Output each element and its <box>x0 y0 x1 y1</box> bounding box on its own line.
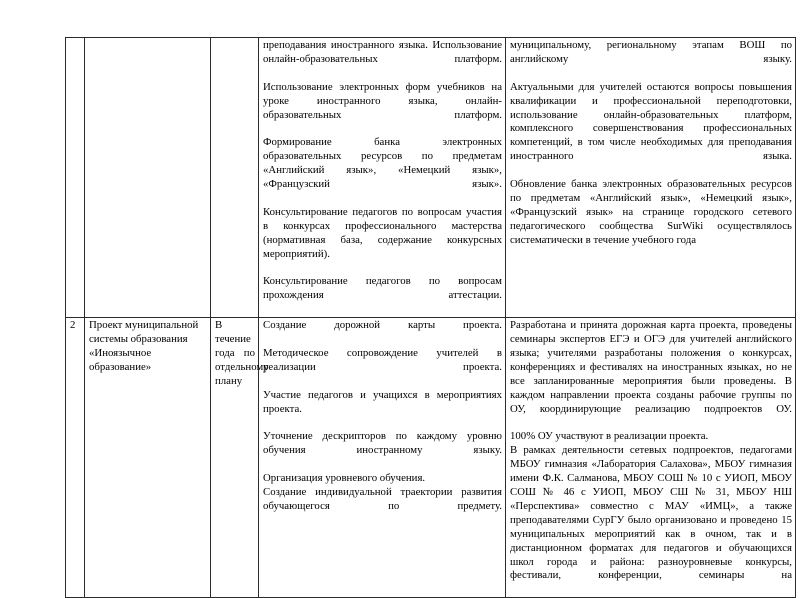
plan-paragraph: Создание индивидуальной траектории развития обучающегося по предмету. <box>263 486 502 512</box>
row-name: Проект муниципальной системы образования «Иноязычное образование» <box>89 319 199 373</box>
plan-paragraph: Консультирование педагогов по вопросам участия в конкурсах профессионального мастерства (нормативная база, содержание конкурсных мероприятий). <box>263 205 502 260</box>
result-paragraph: муниципальному, региональному этапам ВОШ по английскому языку. <box>510 39 792 65</box>
row-plan-cell <box>259 38 506 318</box>
result-paragraph: Обновление банка электронных образовательных ресурсов по предметам «Английский язык», «Немецкий язык», «Французский язык» на странице городского сетевого педагогического сообщества SurWiki осуществлялось систематически в течение учебного года <box>510 178 792 246</box>
activity-report-table <box>65 37 796 598</box>
plan-paragraph: Уточнение дескрипторов по каждому уровню обучения иностранному языку. <box>263 430 502 457</box>
row-name-cell <box>85 38 211 318</box>
plan-paragraph: Использование электронных форм учебников на уроке иностранного языка, онлайн-образовательных платформ. <box>263 80 502 121</box>
row-result-cell <box>506 318 796 598</box>
row-number-cell <box>66 38 85 318</box>
plan-paragraph: преподавания иностранного языка. Использование онлайн-образовательных платформ. <box>263 39 502 65</box>
result-paragraph: Разработана и принята дорожная карта проекта, проведены семинары экспертов ЕГЭ и ОГЭ для учителей английского языка; учителями разработаны положения о конкурсах, конференциях и фестивалях на иностранных языках, но не все запланированные мероприятия были проведены. В каждом направлении проекта созданы рабочие группы по ОУ, координирующие реализацию подпроектов ОУ. <box>510 319 792 415</box>
result-paragraph: В рамках деятельности сетевых подпроектов, педагогами МБОУ гимназия «Лаборатория Салахова», МБОУ гимназия имени Ф.К. Салманова, МБОУ СОШ № 10 с УИОП, МБОУ СОШ № 46 с УИОП, МБОУ СШ № 31, МБОУ НШ «Перспектива» совместно с МАУ «ИМЦ», а также преподавателями СурГУ было организовано и проведено 15 муниципальных мероприятий как в очном, так и в дистанционном форматах для педагогов и обучающихся школ города и района: разноуровневые конкурсы, фестивали, конференции, семинары на <box>510 444 792 582</box>
row-name-cell <box>85 318 211 598</box>
plan-paragraph: Консультирование педагогов по вопросам прохождения аттестации. <box>263 275 502 302</box>
row-number-cell <box>66 318 85 598</box>
table-row <box>66 318 796 598</box>
row-number: 2 <box>70 319 76 332</box>
plan-paragraph: Организация уровневого обучения. <box>263 472 426 485</box>
result-paragraph: Актуальными для учителей остаются вопросы повышения квалификации и профессиональной переподготовки, использование онлайн-образовательных платформ, комплексного совершенствования профессиональных компетенций, в том числе необходимых для преподавания иностранного языка. <box>510 80 792 163</box>
plan-paragraph: Участие педагогов и учащихся в мероприятиях проекта. <box>263 388 502 415</box>
plan-paragraph: Создание дорожной карты проекта. <box>263 319 502 332</box>
row-term: В течение года по отдельному плану <box>215 319 269 387</box>
plan-paragraph: Формирование банка электронных образовательных ресурсов по предметам «Английский язык», «Немецкий язык», «Французский язык». <box>263 136 502 191</box>
row-term-cell <box>211 318 269 598</box>
result-paragraph: 100% ОУ участвуют в реализации проекта. <box>510 430 709 443</box>
row-plan-cell <box>259 318 506 598</box>
row-result-cell <box>506 38 796 318</box>
table-row <box>66 38 796 318</box>
row-term-cell <box>211 38 259 318</box>
plan-paragraph: Методическое сопровождение учителей в реализации проекта. <box>263 346 502 373</box>
